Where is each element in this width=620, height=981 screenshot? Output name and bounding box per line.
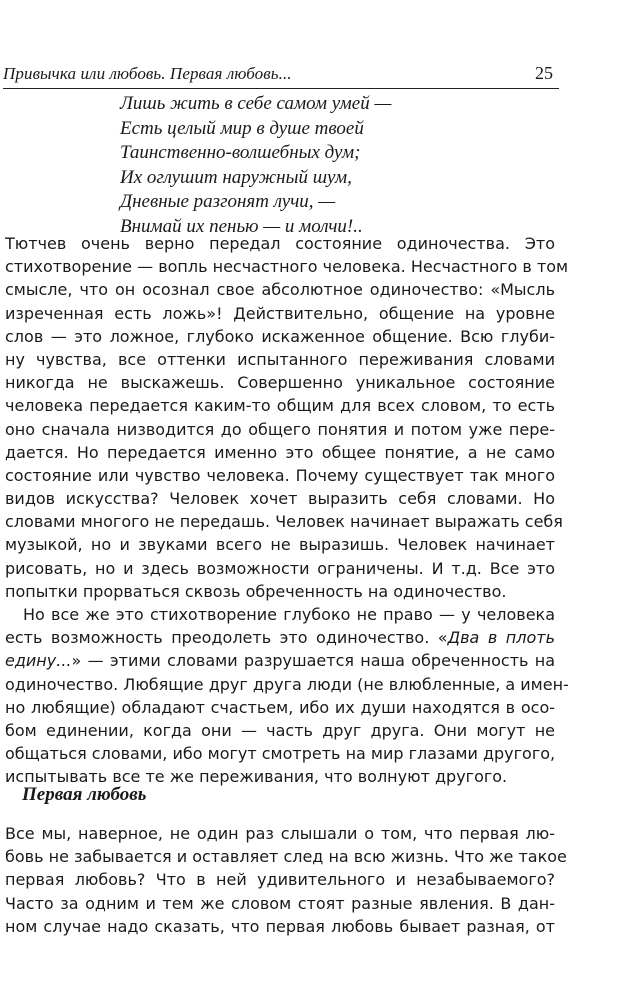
poem-line: Есть целый мир в душе твоей (120, 117, 364, 139)
paragraph-line: попытки прорваться сквозь обреченность на одиночество. (5, 581, 507, 601)
paragraph-line: стихотворение — вопль несчастного человека. Несчастного в том (5, 257, 569, 277)
poem-line: Лишь жить в себе самом умей — (120, 93, 392, 114)
paragraph-line: но любящие) обладают счастьем, ибо их души находятся в осо- (5, 697, 555, 717)
body-paragraphs (5, 232, 569, 789)
paragraph-line: первая любовь? Что в ней удивительного и незабываемого? (5, 870, 555, 890)
paragraph-line: рисовать, но и здесь возможности ограничены. И т.д. Все это (5, 558, 555, 578)
paragraph-line: Все мы, наверное, не один раз слышали о том, что первая лю- (5, 824, 555, 843)
paragraph-line: человека передается каким-то общим для всех словом, то есть (5, 396, 555, 416)
paragraph-line: видов искусства? Человек хочет выразить себя словами. Но (5, 489, 555, 509)
paragraph-line: смысле, что он осознал свое абсолютное одиночество: «Мысль (5, 280, 555, 300)
paragraph-line: словами многого не передашь. Человек начинает выражать себя (5, 512, 563, 532)
paragraph-line (5, 626, 555, 649)
poem-quote (120, 92, 560, 239)
paragraph-line: состояние или чувство человека. Почему существует так много (5, 465, 555, 485)
paragraph-line: общаться словами, ибо могут смотреть на мир глазами другого, (5, 744, 556, 764)
paragraph-line: музыкой, но и звуками всего не выразишь. Человек начинает (5, 535, 555, 555)
paragraph-line: ном случае надо сказать, что первая любовь бывает разная, от (5, 916, 555, 936)
paragraph-line: одиночество. Любящие друг друга люди (не влюбленные, а имен- (5, 674, 569, 694)
scripture-quote: Два в плоть (447, 628, 556, 648)
poem-line: Таинственно-волшебных дум; (120, 142, 361, 163)
running-title: Привычка или любовь. Первая любовь... (3, 64, 292, 83)
paragraph-line: Часто за одним и тем же словом стоят разные явления. В дан- (5, 893, 555, 913)
paragraph-line (5, 649, 555, 672)
scripture-quote: едину... (5, 651, 72, 671)
paragraph-text: есть возможность преодолеть это одиночество. « (5, 628, 448, 648)
running-header (3, 58, 559, 89)
paragraph-line: Тютчев очень верно передал состояние одиночества. Это (5, 234, 555, 253)
paragraph-line: ну чувства, все оттенки испытанного переживания словами (5, 349, 555, 369)
paragraph-line: оно сначала низводится до общего понятия и потом уже пере- (5, 419, 555, 439)
poem-line: Их оглушит наружный шум, (120, 166, 352, 188)
paragraph-line: слов — это ложное, глубоко искаженное общение. Всю глуби- (5, 326, 555, 346)
paragraph-line: бовь не забывается и оставляет след на всю жизнь. Что же такое (5, 847, 567, 867)
paragraph-line: бом единении, когда они — часть друг друга. Они могут не (5, 720, 555, 740)
paragraph-text: » — этими словами разрушается наша обреченность на (71, 651, 555, 671)
paragraph-line: Но все же это стихотворение глубоко не право — у человека (23, 605, 555, 624)
paragraph-line: изреченная есть ложь»! Действительно, общение на уровне (5, 303, 555, 323)
section-heading: Первая любовь (22, 784, 147, 805)
paragraph-line: дается. Но передается именно это общее понятие, а не само (5, 442, 555, 462)
section-paragraph (5, 822, 567, 938)
poem-line: Внимай их пенью — и молчи!.. (120, 215, 363, 237)
paragraph-line: испытывать все те же переживания, что волнуют другого. (5, 767, 508, 787)
page-number: 25 (535, 63, 553, 83)
paragraph-line: никогда не выскажешь. Совершенно уникальное состояние (5, 373, 555, 393)
poem-line: Дневные разгонят лучи, — (120, 191, 336, 212)
